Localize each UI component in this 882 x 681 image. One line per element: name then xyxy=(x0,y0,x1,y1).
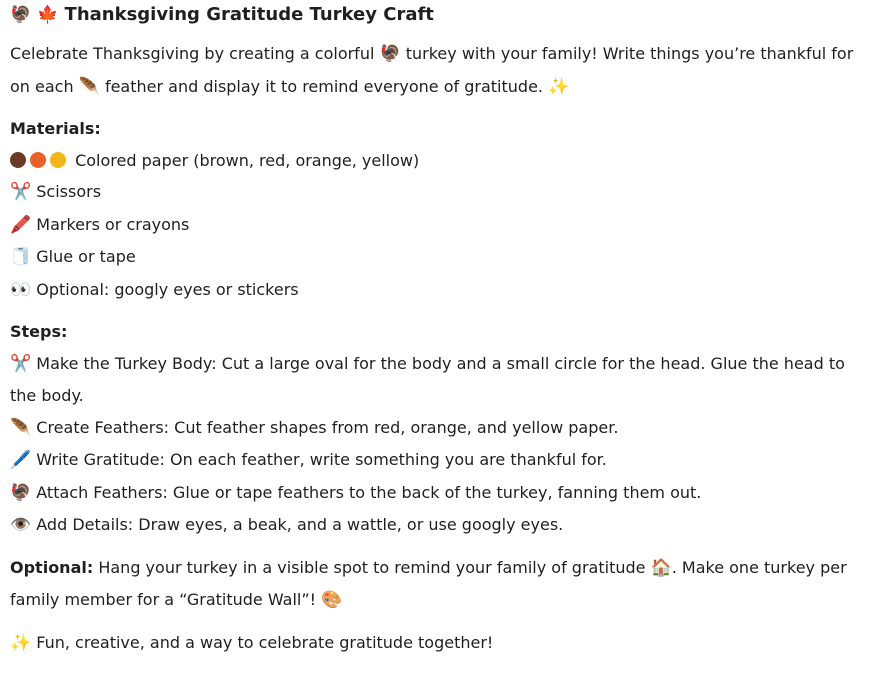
palette-icon: 🎨 xyxy=(321,590,343,610)
house-icon: 🏠 xyxy=(650,557,672,578)
crayon-icon: 🖍️ xyxy=(10,214,32,235)
materials-item xyxy=(10,241,872,274)
step-text: Add Details: Draw eyes, a beak, and a wattle, or use googly eyes. xyxy=(36,515,564,534)
materials-item-text: Colored paper (brown, red, orange, yellow) xyxy=(75,150,420,170)
step-item xyxy=(10,509,872,542)
page-title xyxy=(10,0,872,30)
materials-item-text: Optional: googly eyes or stickers xyxy=(36,279,299,299)
yellow-circle-icon xyxy=(50,152,66,168)
pen-icon: 🖊️ xyxy=(10,450,32,470)
feather-icon: 🪶 xyxy=(10,417,32,438)
sparkles-icon: ✨ xyxy=(10,632,32,653)
materials-item xyxy=(10,209,872,242)
glue-icon: 🧻 xyxy=(10,247,32,267)
eyes-icon: 👀 xyxy=(10,279,32,300)
closing-line xyxy=(10,627,872,660)
scissors-icon: ✂️ xyxy=(10,353,32,374)
optional-text-1: Hang your turkey in a visible spot to remind your family of gratitude xyxy=(93,557,651,577)
closing-text: Fun, creative, and a way to celebrate gratitude together! xyxy=(31,632,494,652)
orange-circle-icon xyxy=(30,152,46,168)
materials-section xyxy=(10,113,872,306)
title-text: Thanksgiving Gratitude Turkey Craft xyxy=(64,4,434,25)
steps-section xyxy=(10,316,872,542)
step-text: Make the Turkey Body: Cut a large oval for the body and a small circle for the head. Glue the head to the body. xyxy=(10,353,845,405)
feather-icon: 🪶 xyxy=(78,76,100,97)
materials-item-text: Scissors xyxy=(36,182,102,201)
materials-item-text: Markers or crayons xyxy=(36,214,190,234)
step-item xyxy=(10,477,872,510)
scissors-icon: ✂️ xyxy=(10,182,32,202)
brown-circle-icon xyxy=(10,152,26,168)
optional-paragraph xyxy=(10,552,872,617)
intro-text-3: feather and display it to remind everyone of gratitude. xyxy=(99,76,549,96)
materials-heading: Materials: xyxy=(10,119,101,138)
turkey-icon: 🦃 xyxy=(379,44,401,64)
step-text: Create Feathers: Cut feather shapes from red, orange, and yellow paper. xyxy=(36,417,619,437)
sparkles-icon: ✨ xyxy=(548,76,570,97)
step-item xyxy=(10,348,872,412)
turkey-maple-leaf-icon: 🦃 🍁 xyxy=(10,5,59,25)
materials-item xyxy=(10,176,872,209)
materials-item-text: Glue or tape xyxy=(36,247,136,266)
turkey-icon: 🦃 xyxy=(10,482,32,503)
steps-heading: Steps: xyxy=(10,322,68,341)
step-item xyxy=(10,444,872,477)
optional-label: Optional: xyxy=(10,557,94,577)
eye-icon: 👁️ xyxy=(10,515,32,535)
intro-text-2: turkey with your family! Write things you’re thankful for on each xyxy=(10,44,854,96)
materials-item xyxy=(10,145,872,177)
step-text: Write Gratitude: On each feather, write something you are thankful for. xyxy=(36,450,607,469)
intro-text-1: Celebrate Thanksgiving by creating a colorful xyxy=(10,44,380,63)
optional-text-2: . Make one turkey per family member for a “Gratitude Wall”! xyxy=(10,557,847,609)
step-item xyxy=(10,412,872,445)
intro-paragraph xyxy=(10,38,872,103)
step-text: Attach Feathers: Glue or tape feathers to the back of the turkey, fanning them out. xyxy=(36,482,702,502)
materials-item xyxy=(10,274,872,307)
